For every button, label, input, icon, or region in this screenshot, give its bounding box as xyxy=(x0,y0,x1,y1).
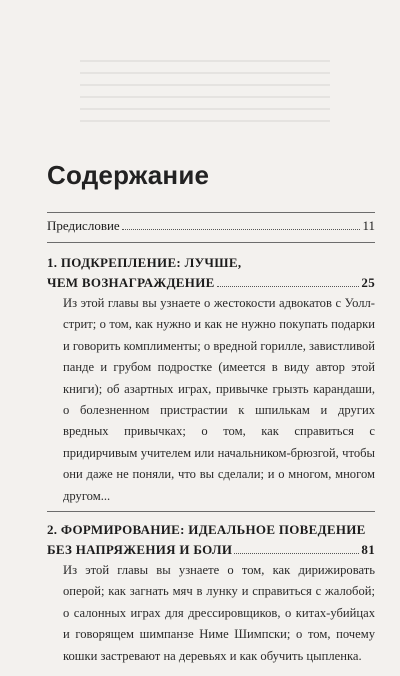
section-heading-line2 xyxy=(47,273,375,293)
section-description: Из этой главы вы узнаете о жестокости адвокатов с Уолл-стрит; о том, как нужно и как не нужно покупать подарки и говорить комплименты; о вредной горилле, завистливой панде и грубом подростке (имеется в виду автор этой книги); об азартных играх, привычке грызть карандаши, о болезненном пристрастии к шпилькам и других вредных привычках; о том, как справиться с придирчивым учителем или начальником-брюзгой, чтобы они даже не поняли, что вы сделали; и о многом, многом другом... xyxy=(63,296,375,503)
preface-page: 11 xyxy=(362,218,375,233)
preface-label: Предисловие xyxy=(47,218,120,233)
section-description: Из этой главы вы узнаете о том, как дирижировать оперой; как загнать мяч в лунку и справиться с жалобой; о салонных играх для дрессировщиков, о китах-убийцах и говорящем шимпанзе Ниме Шимпски; о том, почему кошки застревают на деревьях и как обучить цыпленка. xyxy=(63,563,375,663)
section-page: 81 xyxy=(361,542,375,558)
show-through-text xyxy=(80,60,330,130)
section-heading-line2 xyxy=(47,540,375,560)
section-page: 25 xyxy=(361,275,375,290)
section-heading-text: БЕЗ НАПРЯЖЕНИЯ И БОЛИ xyxy=(47,542,233,558)
dot-leader xyxy=(122,228,361,230)
toc-section-2 xyxy=(47,520,375,671)
toc-section-1 xyxy=(47,253,375,511)
dot-leader xyxy=(217,285,360,287)
section-heading-text: ЧЕМ ВОЗНАГРАЖДЕНИЕ xyxy=(47,275,215,290)
section-heading-line1: 1. ПОДКРЕПЛЕНИЕ: ЛУЧШЕ, xyxy=(47,255,242,270)
toc-entry-preface xyxy=(47,215,375,236)
table-of-contents xyxy=(47,212,375,671)
divider xyxy=(47,212,375,213)
divider xyxy=(47,511,375,512)
dot-leader xyxy=(234,552,359,554)
divider xyxy=(47,242,375,243)
page-title: Содержание xyxy=(47,160,210,190)
section-heading-line1: 2. ФОРМИРОВАНИЕ: ИДЕАЛЬНОЕ ПОВЕДЕНИЕ xyxy=(47,522,366,538)
